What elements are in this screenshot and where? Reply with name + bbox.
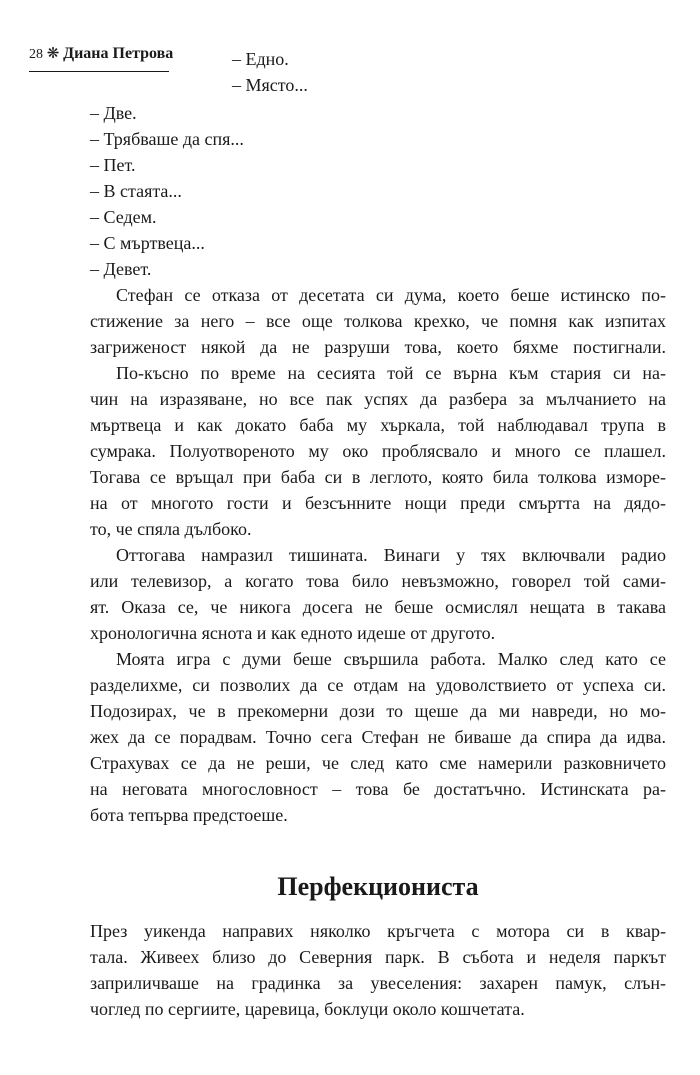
text-line: стижение за него – все още толкова крехко, че помня как изпитах (90, 311, 666, 331)
text-line: мъртвеца и как докато баба му хъркала, той наблюдавал трупа в (90, 415, 666, 435)
text-line: През уикенда направих няколко кръгчета с мотора си в квар- (90, 921, 666, 941)
text-line: то, че спяла дълбоко. (90, 519, 252, 539)
author-name: Диана Петрова (63, 45, 174, 62)
text-line: на неговата многословност – това бе достатъчно. Истинската ра- (90, 779, 666, 799)
text-line: жех да се порадвам. Точно сега Стефан не биваше да спира да идва. (90, 727, 666, 747)
dialogue-line: – В стаята... (90, 181, 182, 201)
page-number: 28 (29, 47, 43, 62)
text-line: бота тепърва предстоеше. (90, 805, 288, 825)
running-head (29, 44, 174, 65)
text-line: разделихме, си позволих да се отдам на удоволствието от успеха си. (90, 675, 666, 695)
dialogue-line: – Две. (90, 103, 137, 123)
text-line: Оттогава намразил тишината. Винаги у тях включвали радио (116, 545, 666, 565)
text-line: Тогава се връщал при баба си в леглото, която била толкова изморе- (90, 467, 666, 487)
text-line: По-късно по време на сесията той се върна към стария си на- (116, 363, 666, 383)
text-line: Подозирах, че в прекомерни дози то щеше да ми навреди, но мо- (90, 701, 666, 721)
dialogue-line: – Седем. (90, 207, 157, 227)
text-line: или телевизор, а когато това било невъзможно, говорел той сами- (90, 571, 666, 591)
body-paragraph (90, 918, 666, 1022)
section-heading: Перфекциониста (277, 872, 479, 901)
ornament-icon: ❋ (46, 46, 60, 62)
dialogue-line: – Пет. (90, 155, 136, 175)
dialogue-line: – Място... (232, 75, 308, 95)
dialogue-line: – Девет. (90, 259, 152, 279)
text-line: чин на изразяване, но все пак успях да разбера за мълчанието на (90, 389, 666, 409)
body-paragraph (90, 646, 666, 828)
text-line: ят. Оказа се, че никога досега не беше осмислял нещата в такава (90, 597, 666, 617)
dialogue-line: – Едно. (232, 49, 289, 69)
dialogue-line: – Трябваше да спя... (90, 129, 244, 149)
text-line: Стефан се отказа от десетата си дума, което беше истинско по- (116, 285, 666, 305)
dialogue-line: – С мъртвеца... (90, 233, 205, 253)
header-rule (29, 71, 169, 72)
body-paragraph (90, 542, 666, 646)
text-line: Моята игра с думи беше свършила работа. Малко след като се (116, 649, 666, 669)
text-line: на от многото гости и безсънните нощи преди смъртта на дядо- (90, 493, 666, 513)
text-line: заприличваше на градинка за увеселения: захарен памук, слън- (90, 973, 666, 993)
text-line: загриженост някой да не разруши това, което бяхме постигнали. (90, 337, 666, 357)
text-line: сумрака. Полуотвореното му око проблясвало и много се плашел. (90, 441, 666, 461)
text-line: хронологична яснота и как едното идеше от другото. (90, 623, 496, 643)
body-paragraph (90, 360, 666, 542)
text-line: тала. Живеех близо до Северния парк. В събота и неделя паркът (90, 947, 666, 967)
text-line: Страхувах се да не реши, че след като сме намерили разковничето (90, 753, 666, 773)
text-line: чоглед по сергиите, царевица, боклуци около кошчетата. (90, 999, 525, 1019)
body-paragraph (90, 282, 666, 360)
